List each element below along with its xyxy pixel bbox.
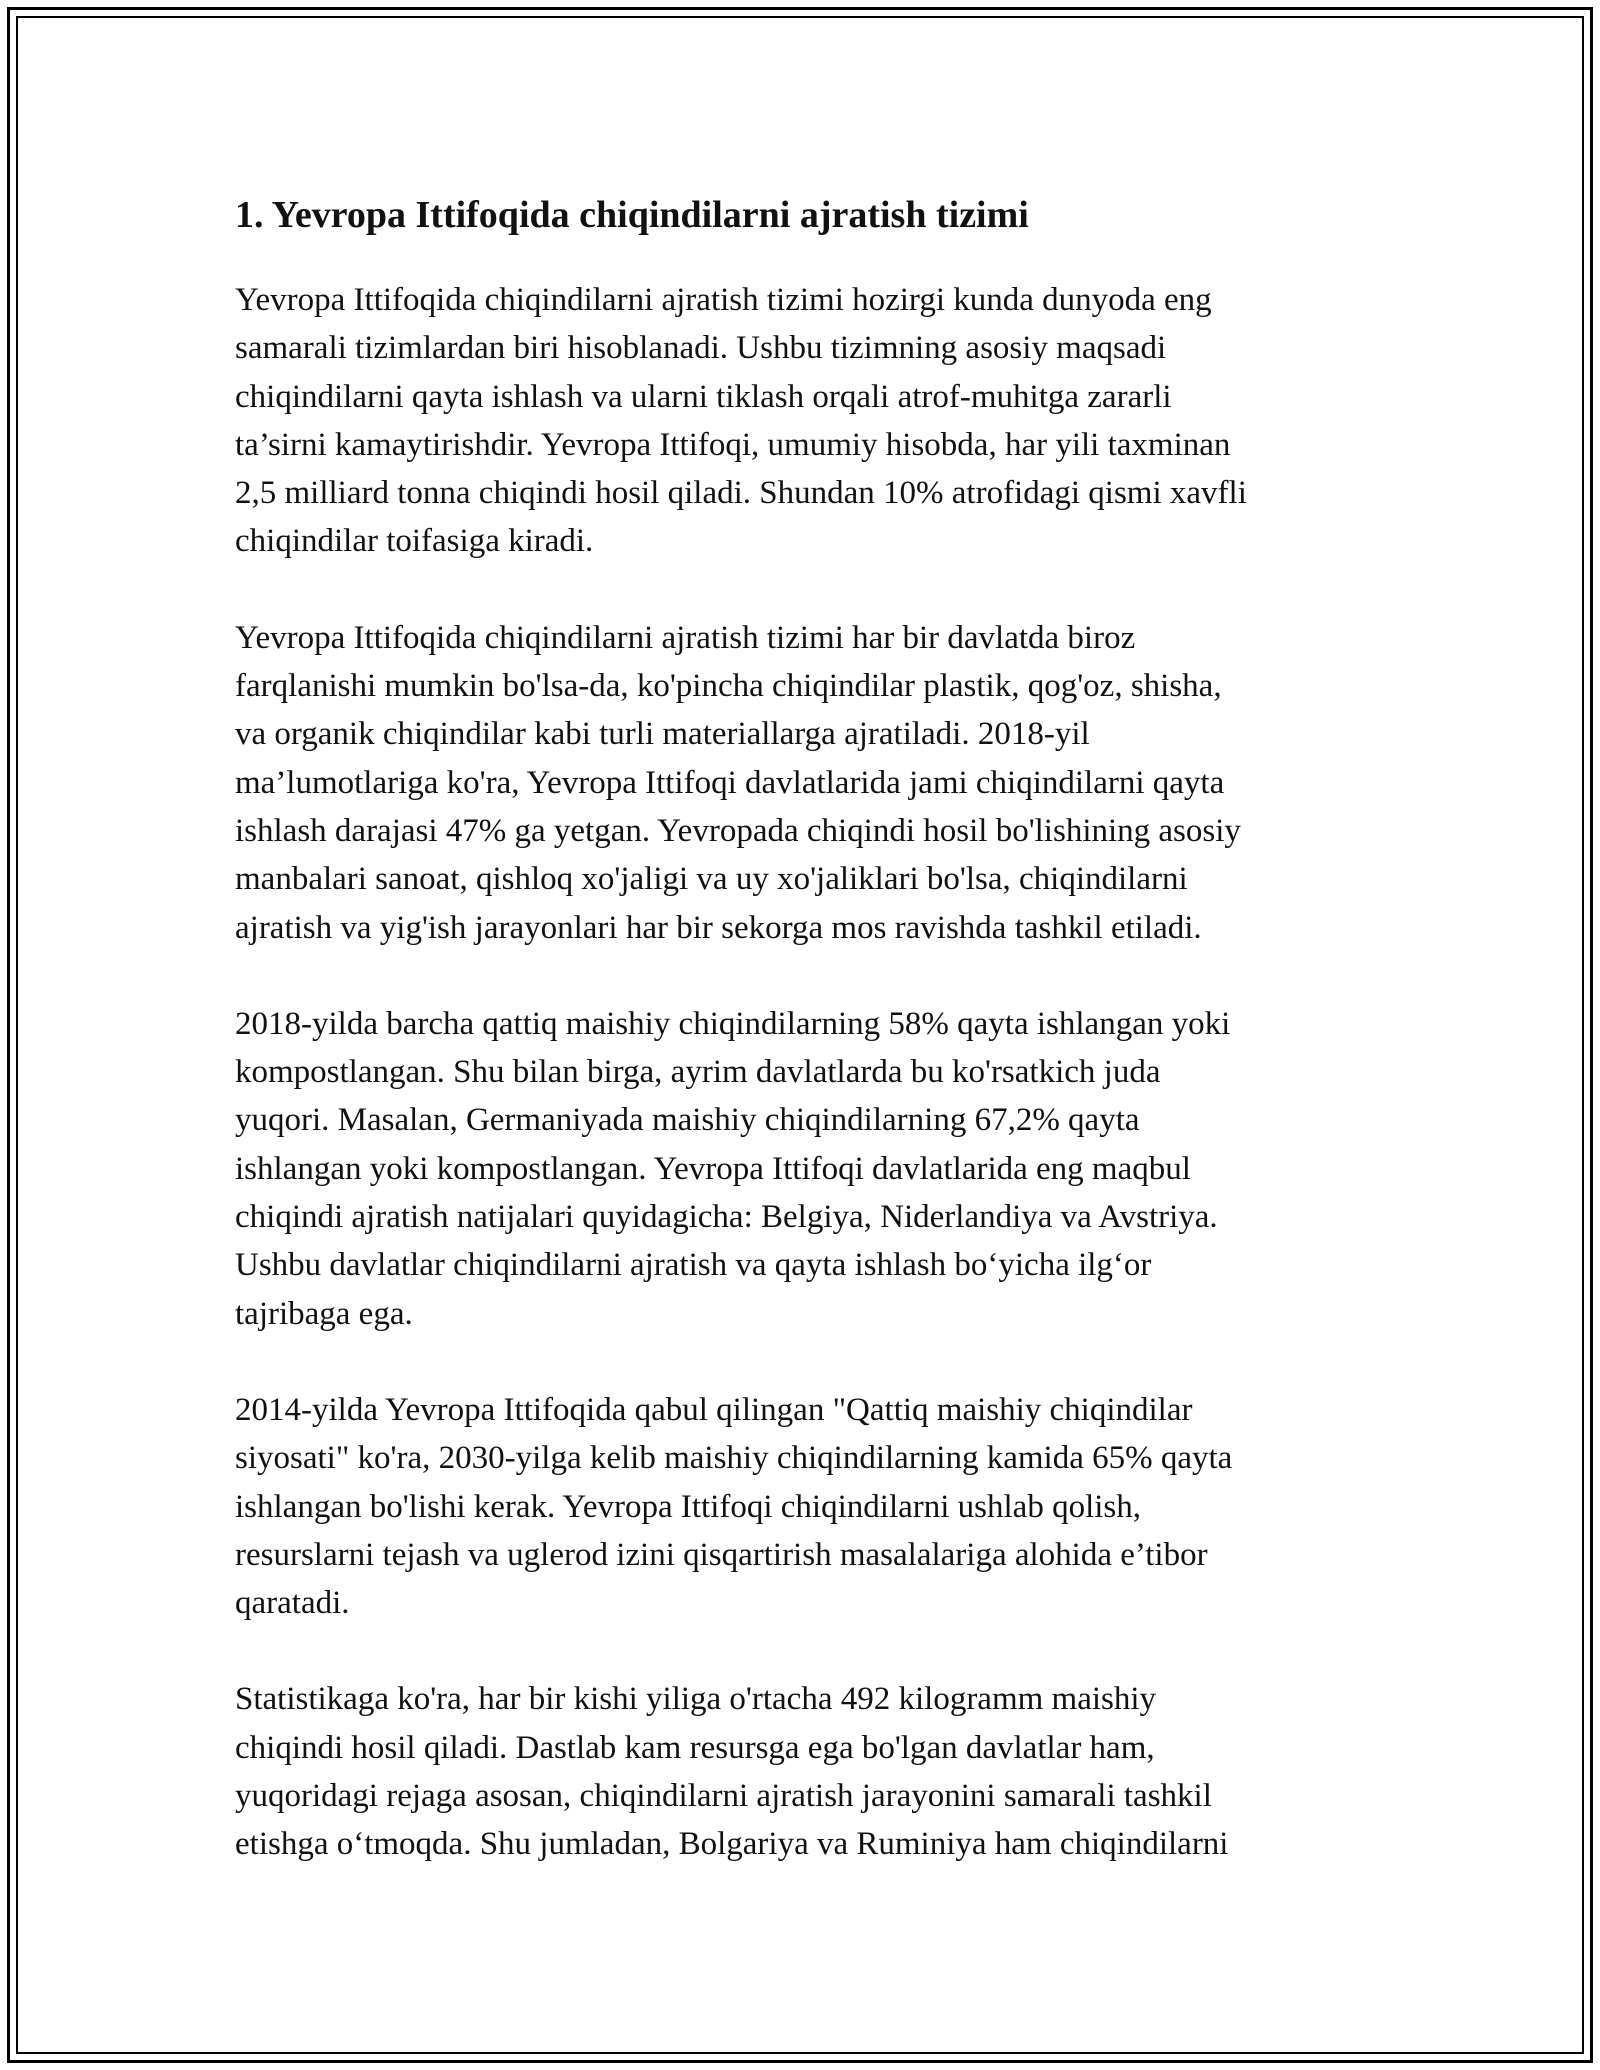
- paragraph-4: [235, 1386, 1365, 1627]
- paragraph-line: 2,5 milliard tonna chiqindi hosil qiladi. Shundan 10% atrofidagi qismi xavfli: [235, 475, 1247, 512]
- paragraph-1: [235, 276, 1365, 566]
- paragraph-line: ishlash darajasi 47% ga yetgan. Yevropada chiqindi hosil bo'lishining asosiy: [235, 812, 1241, 849]
- paragraph-line: Ushbu davlatlar chiqindilarni ajratish va qayta ishlash bo‘yicha ilg‘or: [235, 1247, 1152, 1284]
- paragraph-line: tajribaga ega.: [235, 1295, 413, 1332]
- paragraph-line: ma’lumotlariga ko'ra, Yevropa Ittifoqi davlatlarida jami chiqindilarni qayta: [235, 764, 1225, 801]
- document-page: [235, 184, 1365, 1917]
- paragraph-line: Yevropa Ittifoqida chiqindilarni ajratish tizimi har bir davlatda biroz: [235, 619, 1136, 656]
- paragraph-line: Statistikaga ko'ra, har bir kishi yiliga o'rtacha 492 kilogramm maishiy: [235, 1681, 1157, 1718]
- paragraph-line: manbalari sanoat, qishloq xo'jaligi va uy xo'jaliklari bo'lsa, chiqindilarni: [235, 861, 1188, 898]
- paragraph-line: samarali tizimlardan biri hisoblanadi. Ushbu tizimning asosiy maqsadi: [235, 330, 1167, 367]
- paragraph-line: 2014-yilda Yevropa Ittifoqida qabul qilingan "Qattiq maishiy chiqindilar: [235, 1391, 1193, 1428]
- paragraph-line: va organik chiqindilar kabi turli materiallarga ajratiladi. 2018-yil: [235, 716, 1090, 753]
- paragraph-line: chiqindilar toifasiga kiradi.: [235, 523, 594, 560]
- paragraph-line: 2018-yilda barcha qattiq maishiy chiqindilarning 58% qayta ishlangan yoki: [235, 1005, 1231, 1042]
- paragraph-line: siyosati" ko'ra, 2030-yilga kelib maishiy chiqindilarning kamida 65% qayta: [235, 1440, 1233, 1477]
- paragraph-line: farqlanishi mumkin bo'lsa-da, ko'pincha chiqindilar plastik, qog'oz, shisha,: [235, 668, 1222, 705]
- paragraph-line: chiqindi ajratish natijalari quyidagicha: Belgiya, Niderlandiya va Avstriya.: [235, 1199, 1218, 1236]
- paragraph-3: [235, 1000, 1365, 1338]
- paragraph-line: ajratish va yig'ish jarayonlari har bir sekorga mos ravishda tashkil etiladi.: [235, 909, 1202, 946]
- paragraph-line: etishga o‘tmoqda. Shu jumladan, Bolgariya va Ruminiya ham chiqindilarni: [235, 1826, 1229, 1863]
- paragraph-5: [235, 1675, 1365, 1868]
- paragraph-line: chiqindilarni qayta ishlash va ularni tiklash orqali atrof-muhitga zararli: [235, 378, 1172, 415]
- paragraph-2: [235, 614, 1365, 952]
- paragraph-line: ishlangan yoki kompostlangan. Yevropa Ittifoqi davlatlarida eng maqbul: [235, 1150, 1191, 1187]
- paragraph-line: ta’sirni kamaytirishdir. Yevropa Ittifoqi, umumiy hisobda, har yili taxminan: [235, 426, 1231, 463]
- paragraph-line: resurslarni tejash va uglerod izini qisqartirish masalalariga alohida e’tibor: [235, 1536, 1208, 1573]
- paragraph-line: Yevropa Ittifoqida chiqindilarni ajratish tizimi hozirgi kunda dunyoda eng: [235, 282, 1212, 318]
- paragraph-line: chiqindi hosil qiladi. Dastlab kam resursga ega bo'lgan davlatlar ham,: [235, 1729, 1155, 1766]
- paragraph-line: yuqoridagi rejaga asosan, chiqindilarni ajratish jarayonini samarali tashkil: [235, 1778, 1212, 1815]
- paragraph-line: yuqori. Masalan, Germaniyada maishiy chiqindilarning 67,2% qayta: [235, 1102, 1140, 1139]
- paragraph-line: qaratadi.: [235, 1585, 350, 1622]
- paragraph-line: ishlangan bo'lishi kerak. Yevropa Ittifoqi chiqindilarni ushlab qolish,: [235, 1488, 1142, 1525]
- paragraph-line: kompostlangan. Shu bilan birga, ayrim davlatlarda bu ko'rsatkich juda: [235, 1054, 1161, 1091]
- section-title: 1. Yevropa Ittifoqida chiqindilarni ajratish tizimi: [235, 194, 1029, 236]
